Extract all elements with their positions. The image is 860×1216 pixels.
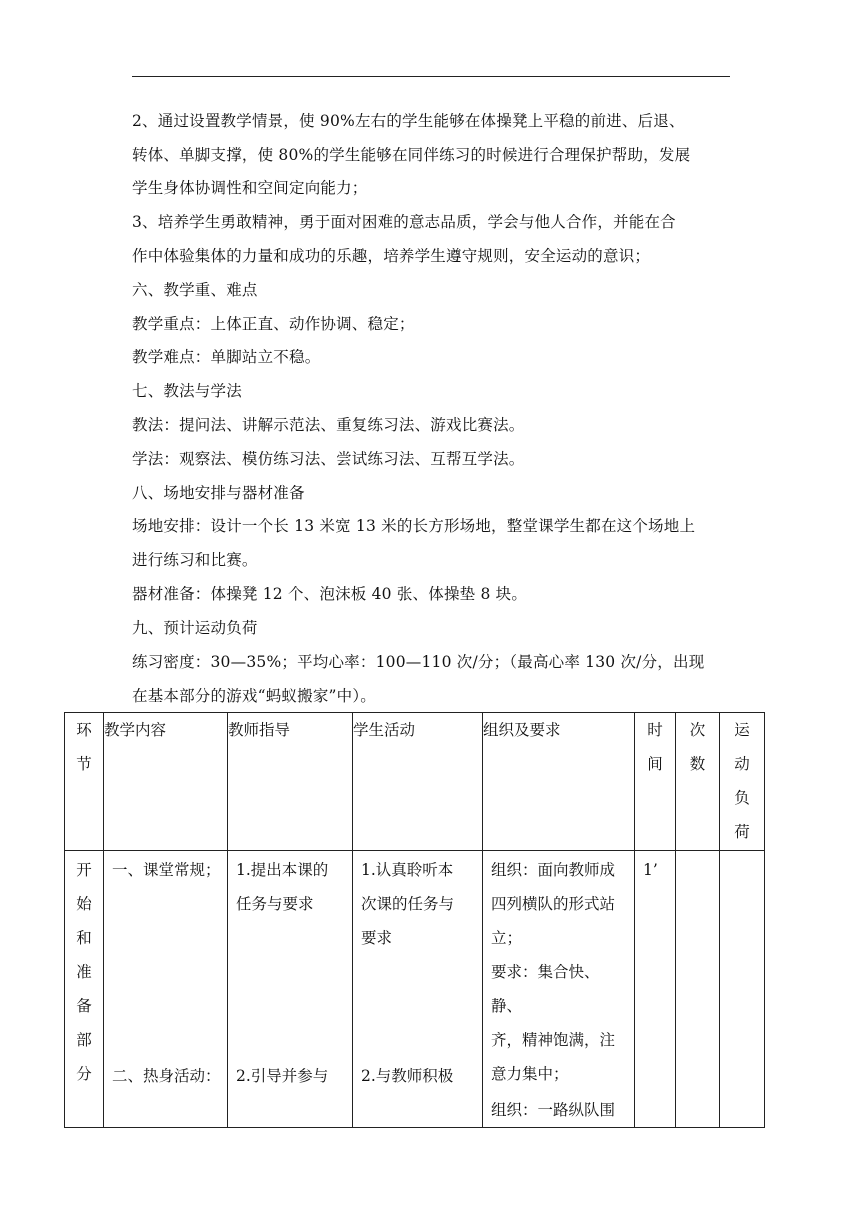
teacher-item-2: 2.引导并参与 (236, 1067, 329, 1085)
header-organization: 组织及要求 (483, 713, 635, 851)
lesson-plan-table (64, 712, 765, 1128)
paragraph-line: 场地安排：设计一个长 13 米宽 13 米的长方形场地，整堂课学生都在这个场地上 (132, 517, 696, 535)
paragraph-line: 在基本部分的游戏“蚂蚁搬家”中）。 (132, 687, 376, 705)
header-count: 次 数 (676, 713, 720, 851)
load-value (720, 851, 764, 853)
stage-cell: 开 始 和 准 备 部 分 (65, 851, 104, 1128)
organization-cell (483, 851, 635, 1128)
paragraph-line: 作中体验集体的力量和成功的乐趣，培养学生遵守规则，安全运动的意识； (132, 247, 651, 265)
paragraph-line: 转体、单脚支撑，使 80%的学生能够在同伴练习的时候进行合理保护帮助，发展 (132, 146, 691, 164)
section-heading: 六、教学重、难点 (132, 281, 258, 299)
organization-item-1: 组织：面向教师成 四列横队的形式站 立； 要求：集合快、静、 齐，精神饱满，注 意力集中； (491, 861, 616, 1083)
header-time: 时 间 (635, 713, 676, 851)
header-student: 学生活动 (353, 713, 483, 851)
time-value: 1’ (643, 861, 658, 879)
student-item-1: 1.认真聆听本 次课的任务与 要求 (361, 861, 455, 947)
student-item-2: 2.与教师积极 (361, 1067, 454, 1085)
section-heading: 八、场地安排与器材准备 (132, 484, 305, 502)
table-header-row (65, 713, 765, 851)
load-cell (720, 851, 765, 1128)
time-cell (635, 851, 676, 1128)
header-stage: 环 节 (65, 713, 104, 851)
paragraph-line: 教学难点：单脚站立不稳。 (132, 348, 321, 366)
header-rule (132, 76, 730, 77)
count-cell (676, 851, 720, 1128)
paragraph-line: 教学重点：上体正直、动作协调、稳定； (132, 315, 415, 333)
organization-item-2: 组织：一路纵队围 (491, 1101, 616, 1119)
teacher-cell (228, 851, 353, 1128)
paragraph-line: 教法：提问法、讲解示范法、重复练习法、游戏比赛法。 (132, 416, 525, 434)
paragraph-line: 练习密度：30—35%；平均心率：100—110 次/分；（最高心率 130 次/分，出现 (132, 653, 705, 671)
header-load: 运 动 负 荷 (720, 713, 765, 851)
paragraph-line: 2、通过设置教学情景，使 90%左右的学生能够在体操凳上平稳的前进、后退、 (132, 112, 685, 130)
content-item-1: 一、课堂常规； (112, 861, 221, 879)
content-item-2: 二、热身活动： (112, 1067, 221, 1085)
section-heading: 九、预计运动负荷 (132, 619, 258, 637)
teacher-item-1: 1.提出本课的 任务与要求 (236, 861, 329, 913)
paragraph-line: 3、培养学生勇敢精神，勇于面对困难的意志品质，学会与他人合作，并能在合 (132, 213, 676, 231)
paragraph-line: 器材准备：体操凳 12 个、泡沫板 40 张、体操垫 8 块。 (132, 585, 528, 603)
header-content: 教学内容 (104, 713, 228, 851)
count-value (676, 851, 719, 853)
header-teacher: 教师指导 (228, 713, 353, 851)
student-cell (353, 851, 483, 1128)
paragraph-line: 学生身体协调性和空间定向能力； (132, 179, 368, 197)
content-cell (104, 851, 228, 1128)
paragraph-line: 学法：观察法、模仿练习法、尝试练习法、互帮互学法。 (132, 450, 525, 468)
paragraph-line: 进行练习和比赛。 (132, 551, 258, 569)
section-heading: 七、教法与学法 (132, 382, 242, 400)
table-row (65, 851, 765, 1128)
